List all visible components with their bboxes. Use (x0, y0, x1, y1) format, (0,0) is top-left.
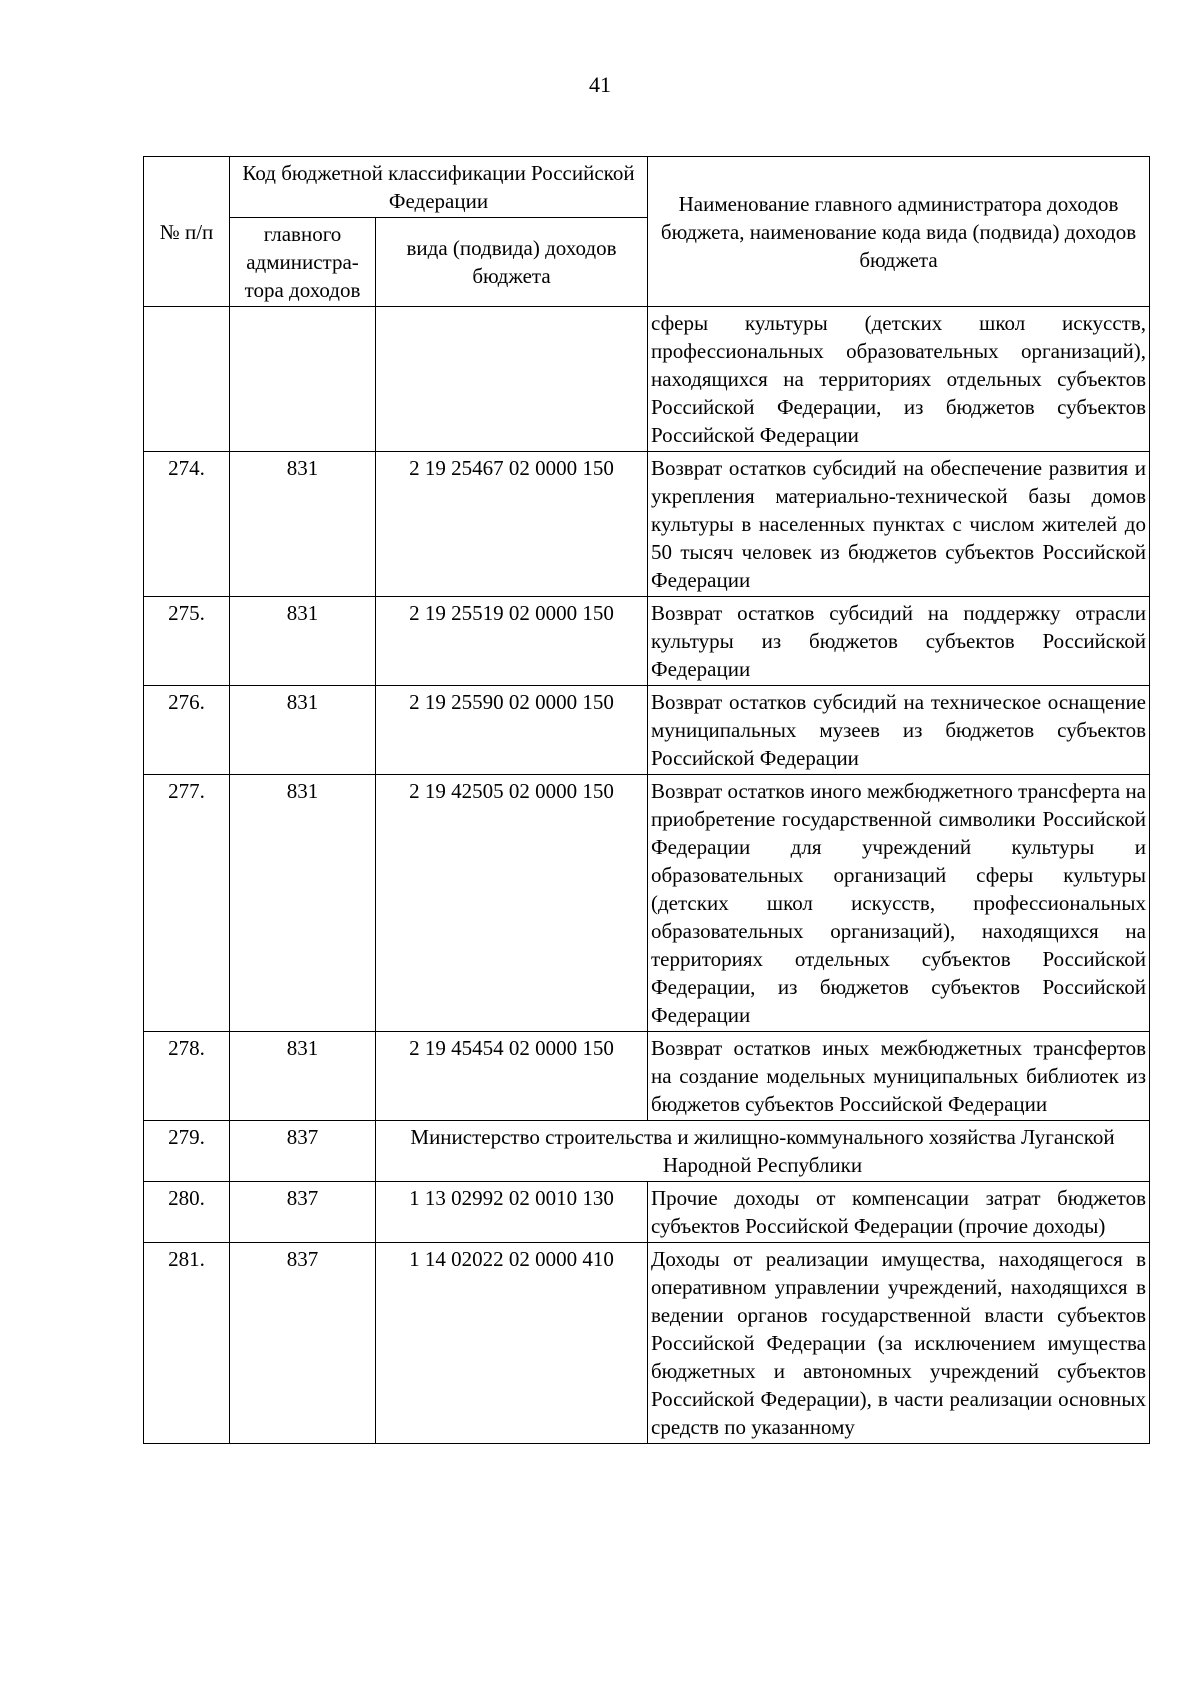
row-income-code: 2 19 25467 02 0000 150 (376, 452, 648, 597)
budget-classification-table (143, 156, 1150, 1444)
row-admin-code: 831 (230, 452, 376, 597)
row-num: 275. (144, 597, 230, 686)
row-num: 276. (144, 686, 230, 775)
row-name: Возврат остатков субсидий на техническое оснащение муниципальных музеев из бюджетов субъектов Российской Федерации (648, 686, 1150, 775)
row-admin-code: 831 (230, 597, 376, 686)
row-admin-code: 831 (230, 686, 376, 775)
table-row (144, 775, 1150, 1032)
row-income-code: 2 19 25519 02 0000 150 (376, 597, 648, 686)
row-num (144, 307, 230, 452)
group-header-row (144, 1121, 1150, 1182)
table-row (144, 597, 1150, 686)
table-row (144, 1243, 1150, 1444)
header-code-group: Код бюджетной классификации Российской Федерации (230, 157, 648, 218)
table-row (144, 452, 1150, 597)
table-row (144, 307, 1150, 452)
row-name: Доходы от реализации имущества, находящегося в оперативном управлении учреждений, находящихся в ведении органов государственной власти субъектов Российской Федерации (за исключением имущества бюджетных и автономных учреждений субъектов Российской Федерации), в части реализации основных средств по указанному (648, 1243, 1150, 1444)
group-num: 279. (144, 1121, 230, 1182)
row-num: 278. (144, 1032, 230, 1121)
group-title: Министерство строительства и жилищно-коммунального хозяйства Луганской Народной Республики (376, 1121, 1150, 1182)
row-income-code (376, 307, 648, 452)
row-income-code: 2 19 25590 02 0000 150 (376, 686, 648, 775)
header-row-1 (144, 157, 1150, 218)
row-admin-code: 837 (230, 1182, 376, 1243)
row-admin-code: 831 (230, 1032, 376, 1121)
row-name: Возврат остатков иного межбюджетного трансферта на приобретение государственной символики Российской Федерации для учреждений культуры и образовательных организаций сферы культуры (детских школ искусств, профессиональных образовательных организаций), находящихся на территориях отдельных субъектов Российской Федерации, из бюджетов субъектов Российской Федерации (648, 775, 1150, 1032)
row-income-code: 2 19 42505 02 0000 150 (376, 775, 648, 1032)
row-name: сферы культуры (детских школ искусств, профессиональных образовательных организаций), находящихся на территориях отдельных субъектов Российской Федерации, из бюджетов субъектов Российской Федерации (648, 307, 1150, 452)
row-admin-code: 831 (230, 775, 376, 1032)
row-admin-code (230, 307, 376, 452)
page-number: 41 (589, 72, 611, 97)
row-admin-code: 837 (230, 1243, 376, 1444)
row-num: 281. (144, 1243, 230, 1444)
header-num: № п/п (144, 157, 230, 307)
header-income-code: вида (подвида) доходов бюджета (376, 218, 648, 307)
row-name: Прочие доходы от компенсации затрат бюджетов субъектов Российской Федерации (прочие доходы) (648, 1182, 1150, 1243)
row-name: Возврат остатков иных межбюджетных трансфертов на создание модельных муниципальных библиотек из бюджетов субъектов Российской Федерации (648, 1032, 1150, 1121)
table-row (144, 1182, 1150, 1243)
row-num: 277. (144, 775, 230, 1032)
table-row (144, 686, 1150, 775)
row-income-code: 2 19 45454 02 0000 150 (376, 1032, 648, 1121)
header-name: Наименование главного администратора доходов бюджета, наименование кода вида (подвида) доходов бюджета (648, 157, 1150, 307)
row-name: Возврат остатков субсидий на поддержку отрасли культуры из бюджетов субъектов Российской Федерации (648, 597, 1150, 686)
row-name: Возврат остатков субсидий на обеспечение развития и укрепления материально-технической базы домов культуры в населенных пунктах с числом жителей до 50 тысяч человек из бюджетов субъектов Российской Федерации (648, 452, 1150, 597)
header-admin-code: главного администра-тора доходов (230, 218, 376, 307)
row-num: 280. (144, 1182, 230, 1243)
table-row (144, 1032, 1150, 1121)
row-income-code: 1 13 02992 02 0010 130 (376, 1182, 648, 1243)
row-num: 274. (144, 452, 230, 597)
row-income-code: 1 14 02022 02 0000 410 (376, 1243, 648, 1444)
group-admin-code: 837 (230, 1121, 376, 1182)
